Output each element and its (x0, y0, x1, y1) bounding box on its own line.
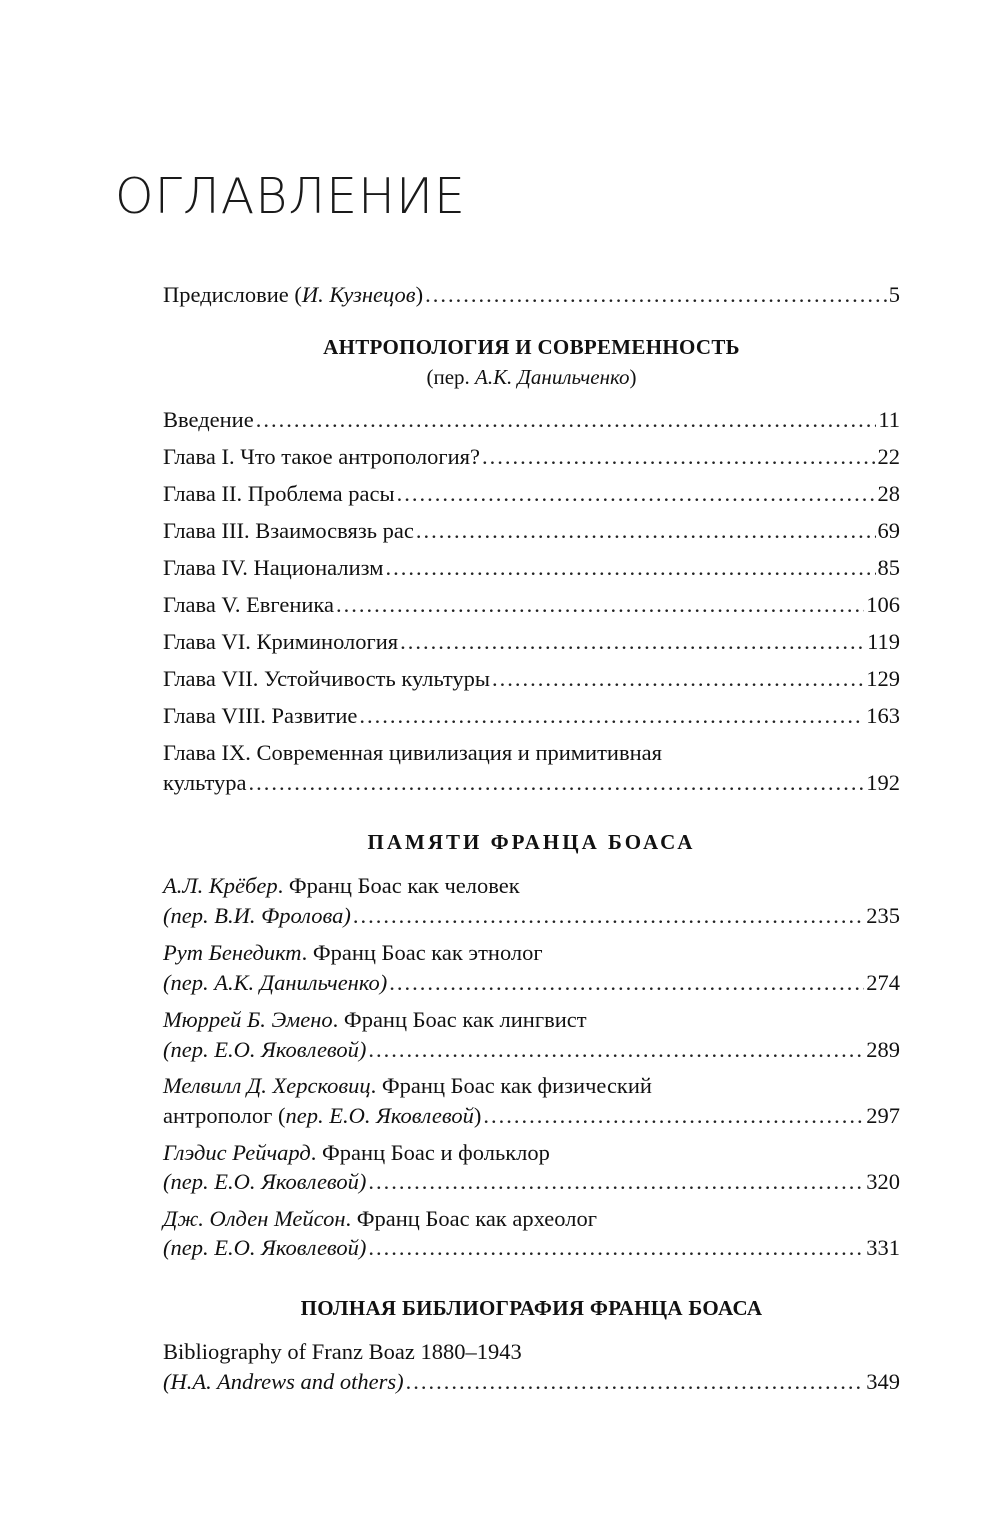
section-translator: (пер. А.К. Данильченко) (426, 365, 637, 389)
page-number: 331 (866, 1235, 900, 1260)
leader-dots (368, 1232, 864, 1264)
toc-entry[interactable]: Глава V. Евгеника ..... 106 (163, 589, 900, 621)
leader-dots (359, 700, 864, 732)
leader-dots (406, 1366, 865, 1398)
toc-entry[interactable]: Глава II. Проблема расы ..... 28 (163, 478, 900, 510)
entry-author: Рут Бенедикт (163, 940, 302, 965)
page-number: 106 (866, 592, 900, 617)
leader-dots (336, 589, 864, 621)
entry-author: Глэдис Рейчард (163, 1140, 311, 1165)
toc-entry[interactable]: (пер. Е.О. Яковлевой) ..... 320 (163, 1166, 900, 1198)
leader-dots (249, 767, 865, 799)
toc-entry[interactable]: антрополог (пер. Е.О. Яковлевой) ..... 297 (163, 1100, 900, 1132)
page-number: 129 (866, 666, 900, 691)
toc-entry-line1[interactable]: Мелвилл Д. Херсковиц. Франц Боас как физический (163, 1073, 652, 1098)
toc-entry[interactable]: Глава III. Взаимосвязь рас ..... 69 (163, 515, 900, 547)
toc-entry[interactable]: (пер. Е.О. Яковлевой) ..... 331 (163, 1232, 900, 1264)
leader-dots (368, 1166, 864, 1198)
leader-dots (353, 900, 864, 932)
section-heading: ПАМЯТИ ФРАНЦА БОАСА (367, 830, 696, 854)
toc-entry[interactable]: (пер. В.И. Фролова) ..... 235 (163, 900, 900, 932)
leader-dots (483, 1100, 864, 1132)
section-heading: ПОЛНАЯ БИБЛИОГРАФИЯ ФРАНЦА БОАСА (300, 1296, 763, 1320)
leader-dots (368, 1034, 864, 1066)
page-number: 11 (878, 407, 900, 432)
page-number: 22 (877, 444, 900, 469)
page-number: 274 (866, 970, 900, 995)
page-number: 85 (877, 555, 900, 580)
page-number: 349 (866, 1369, 900, 1394)
page-title: ОГЛАВЛЕНИЕ (115, 168, 466, 225)
toc-entry-line1[interactable]: Мюррей Б. Эмено. Франц Боас как лингвист (163, 1007, 587, 1032)
toc-entry[interactable]: Введение ..... 11 (163, 404, 900, 436)
toc-entry[interactable]: Глава VI. Криминология ..... 119 (163, 626, 900, 658)
page-number: 289 (866, 1037, 900, 1062)
toc-entry[interactable]: (пер. А.К. Данильченко) ..... 274 (163, 967, 900, 999)
leader-dots (385, 552, 875, 584)
entry-label: Предисловие (И. Кузнецов) (163, 282, 424, 307)
toc-entry-line1[interactable]: Bibliography of Franz Boaz 1880–1943 (163, 1339, 522, 1364)
leader-dots (256, 404, 877, 436)
leader-dots (397, 478, 876, 510)
toc-entry[interactable]: Глава VIII. Развитие ..... 163 (163, 700, 900, 732)
entry-author: А.Л. Крёбер (163, 873, 278, 898)
toc-entry-line1[interactable]: Рут Бенедикт. Франц Боас как этнолог (163, 940, 543, 965)
page-number: 69 (877, 518, 900, 543)
toc-entry-line1[interactable]: Дж. Олден Мейсон. Франц Боас как археолог (163, 1206, 597, 1231)
section-heading: АНТРОПОЛОГИЯ И СОВРЕМЕННОСТЬ (323, 335, 740, 359)
entry-author: Мелвилл Д. Херсковиц (163, 1073, 371, 1098)
toc-entry-preface[interactable] (163, 279, 900, 311)
page-number: 192 (866, 770, 900, 795)
leader-dots (416, 515, 876, 547)
toc-entry-line1[interactable]: Глава IX. Современная цивилизация и примитивная (163, 740, 662, 765)
leader-dots (492, 663, 864, 695)
toc-entry-line1[interactable]: А.Л. Крёбер. Франц Боас как человек (163, 873, 520, 898)
page-number: 119 (867, 629, 900, 654)
page-number: 320 (866, 1169, 900, 1194)
toc-entry[interactable]: культура ..... 192 (163, 767, 900, 799)
toc-entry[interactable]: Глава VII. Устойчивость культуры ..... 129 (163, 663, 900, 695)
leader-dots (400, 626, 865, 658)
leader-dots (425, 279, 887, 311)
toc-entry-line1[interactable]: Глэдис Рейчард. Франц Боас и фольклор (163, 1140, 550, 1165)
leader-dots (389, 967, 864, 999)
toc-entry[interactable]: (H.A. Andrews and others) ..... 349 (163, 1366, 900, 1398)
toc-entry[interactable]: (пер. Е.О. Яковлевой) ..... 289 (163, 1034, 900, 1066)
page-number: 297 (866, 1103, 900, 1128)
leader-dots (482, 441, 876, 473)
entry-author: Мюррей Б. Эмено (163, 1007, 333, 1032)
page-number: 163 (866, 703, 900, 728)
page-number: 235 (866, 903, 900, 928)
toc-entry[interactable]: Глава IV. Национализм ..... 85 (163, 552, 900, 584)
toc-entry[interactable]: Глава I. Что такое антропология? ..... 22 (163, 441, 900, 473)
page-number: 28 (877, 481, 900, 506)
entry-author: Дж. Олден Мейсон (163, 1206, 346, 1231)
page-number: 5 (888, 282, 900, 307)
